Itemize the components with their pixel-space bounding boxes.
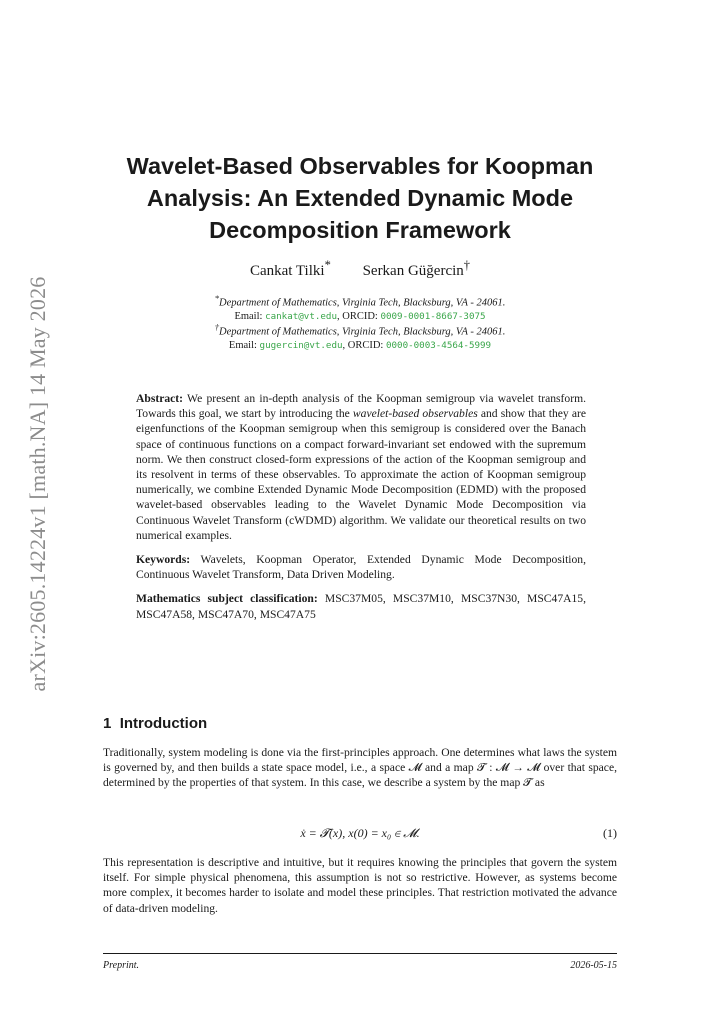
orcid-link-2[interactable]: 0000-0003-4564-5999 <box>385 339 492 351</box>
equation-1 <box>103 826 617 842</box>
email-link-2[interactable]: gugercin@vt.edu <box>259 339 343 351</box>
arxiv-sidebar <box>18 274 58 694</box>
keywords: Keywords: Wavelets, Koopman Operator, Extended Dynamic Mode Decomposition, Continuous Wavelet Transform, Data Driven Modeling. <box>136 553 586 582</box>
msc-classification: Mathematics subject classification: MSC37M05, MSC37M10, MSC37N30, MSC47A15, MSC47A58, MSC47A70, MSC47A75 <box>136 592 586 621</box>
paper-title: Wavelet-Based Observables for Koopman Analysis: An Extended Dynamic Mode Decomposition Framework <box>126 153 594 243</box>
affiliation-2-dept: †Department of Mathematics, Virginia Tech, Blacksburg, VA - 24061. <box>214 322 506 338</box>
footer-preprint: Preprint. <box>103 960 140 971</box>
section-heading-introduction: 1 Introduction <box>103 715 208 732</box>
author-2: Serkan Güğercin† <box>362 258 471 279</box>
arxiv-identifier: arXiv:2605.14224v1 [math.NA] 14 May 2026 <box>25 276 50 692</box>
author-list <box>103 258 617 280</box>
footer-rule <box>103 953 617 954</box>
email-link-1[interactable]: cankat@vt.edu <box>265 310 337 322</box>
affiliation-2-contact: Email: gugercin@vt.edu, ORCID: 0000-0003-4564-5999 <box>228 339 492 351</box>
intro-paragraph-1: Traditionally, system modeling is done via the first-principles approach. One determines what laws the system is governed by, and then builds a state space model, i.e., a space 𝓜 and a map 𝓣 : 𝓜 → 𝓜 over that space, determined by the properties of that system. In this case, we describe a system by the map 𝓣 as <box>103 746 617 790</box>
affiliation-1-dept: *Department of Mathematics, Virginia Tech, Blacksburg, VA - 24061. <box>214 293 506 309</box>
affiliation-1 <box>103 292 617 323</box>
footer <box>103 960 617 971</box>
affiliation-2 <box>103 321 617 352</box>
author-1: Cankat Tilki* <box>249 258 331 279</box>
orcid-link-1[interactable]: 0009-0001-8667-3075 <box>380 310 486 322</box>
abstract-block <box>136 391 586 631</box>
affiliation-1-contact: Email: cankat@vt.edu, ORCID: 0009-0001-8667-3075 <box>234 310 486 322</box>
abstract: Abstract: We present an in-depth analysis of the Koopman semigroup via wavelet transform. Towards this goal, we start by introducing the wavelet-based observables and show that they are eigenfunctions of the Koopman semigroup when this semigroup is considered over the Banach space of continuous functions on a compact forward-invariant set endowed with the supremum norm. We then construct closed-form expressions of the action of the Koopman semigroup and its resolvent in terms of these observables. To approximate the action of Koopman semigroup numerically, we combine Extended Dynamic Mode Decomposition (EDMD) with the proposed wavelet-based observables leading to the Wavelet Dynamic Mode Decomposition via Continuous Wavelet Transform (cWDMD) algorithm. We validate our theoretical results on two numerical examples. <box>136 392 586 542</box>
equation-body: ẋ = 𝓣(x), x(0) = x₀ ∈ 𝓜. <box>300 826 420 840</box>
intro-paragraph-2: This representation is descriptive and intuitive, but it requires knowing the principles that govern the system itself. For simple physical phenomena, this assumption is not so restrictive. However, as systems become more complex, it becomes harder to isolate and model these principles. That restriction motivated the advance of data-driven modeling. <box>103 856 617 915</box>
footer-date: 2026-05-15 <box>570 960 617 971</box>
equation-number: (1) <box>603 826 617 840</box>
